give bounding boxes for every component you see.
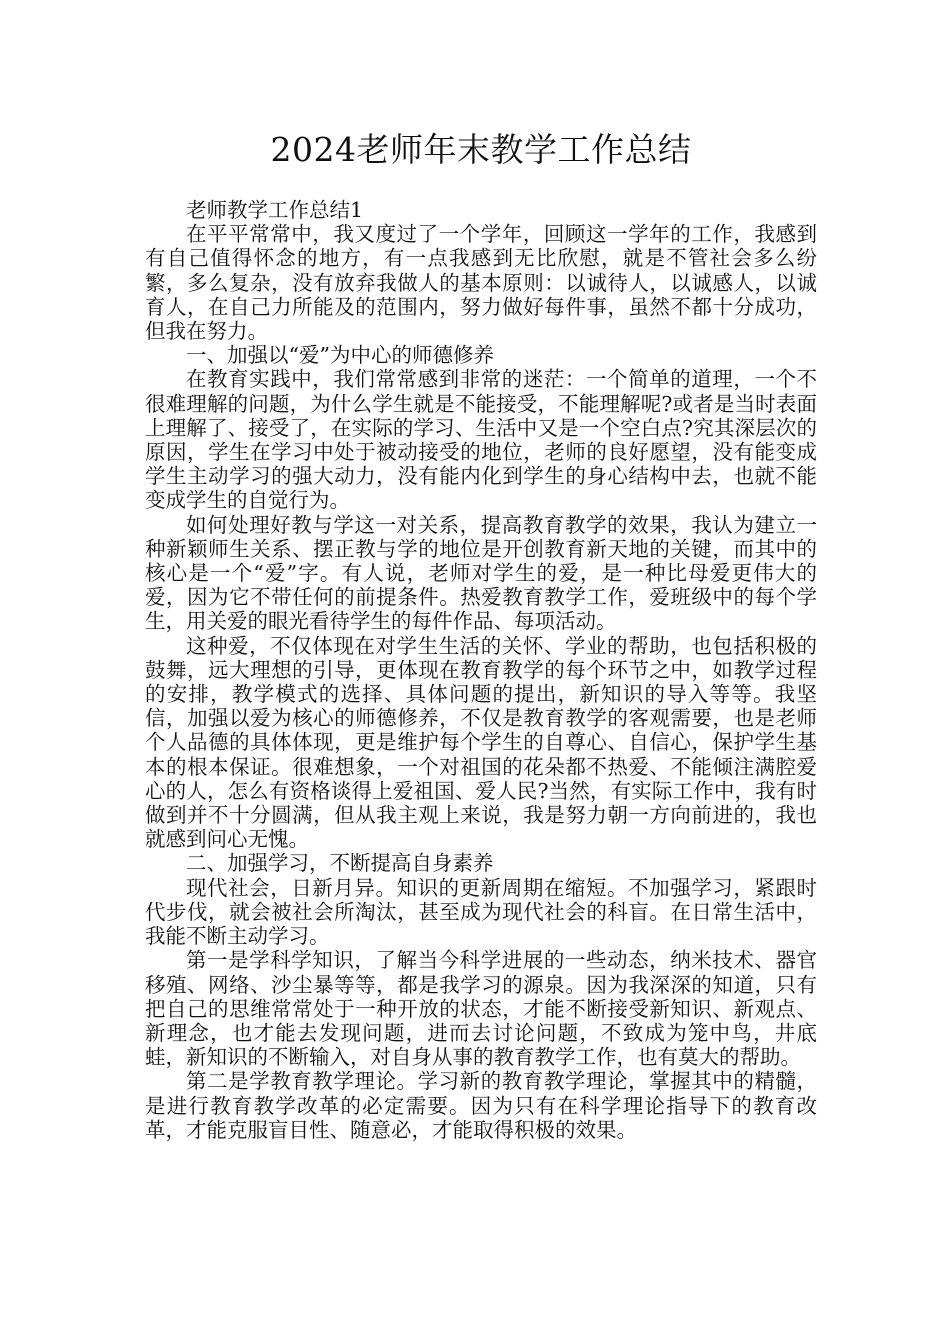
document-page xyxy=(145,128,817,1142)
section-heading: 一、加强以“爱”为中心的师德修养 xyxy=(186,343,494,368)
document-body xyxy=(145,198,817,1142)
section-subtitle: 老师教学工作总结1 xyxy=(186,198,364,222)
document-title: 2024老师年末教学工作总结 xyxy=(270,130,692,169)
body-paragraph: 在教育实践中，我们常常感到非常的迷茫：一个简单的道理，一个不很难理解的问题，为什么学生就是不能接受，不能理解呢?或者是当时表面上理解了、接受了，在实际的学习、生活中又是一个空白点?究其深层次的原因，学生在学习中处于被动接受的地位，老师的良好愿望，没有能变成学生主动学习的强大动力，没有能内化到学生的身心结构中去，也就不能变成学生的自觉行为。 xyxy=(145,367,817,513)
body-paragraph: 在平平常常中，我又度过了一个学年，回顾这一学年的工作，我感到有自己值得怀念的地方，有一点我感到无比欣慰，就是不管社会多么纷繁，多么复杂，没有放弃我做人的基本原则：以诚待人，以诚感人，以诚育人，在自己力所能及的范围内，努力做好每件事，虽然不都十分成功，但我在努力。 xyxy=(145,222,817,344)
body-paragraph: 第二是学教育教学理论。学习新的教育教学理论，掌握其中的精髓，是进行教育教学改革的必定需要。因为只有在科学理论指导下的教育改革，才能克服盲目性、随意必，才能取得积极的效果。 xyxy=(145,1069,817,1142)
body-paragraph: 现代社会，日新月异。知识的更新周期在缩短。不加强学习，紧跟时代步伐，就会被社会所淘汰，甚至成为现代社会的科盲。在日常生活中，我能不断主动学习。 xyxy=(145,875,817,949)
body-paragraph: 这种爱，不仅体现在对学生生活的关怀、学业的帮助，也包括积极的鼓舞，远大理想的引导，更体现在教育教学的每个环节之中，如教学过程的安排，教学模式的选择、具体问题的提出，新知识的导入等等。我坚信，加强以爱为核心的师德修养，不仅是教育教学的客观需要，也是老师个人品德的具体体现，更是维护每个学生的自尊心、自信心，保护学生基本的根本保证。很难想象，一个对祖国的花朵都不热爱、不能倾注满腔爱心的人，怎么有资格谈得上爱祖国、爱人民?当然，有实际工作中，我有时做到并不十分圆满，但从我主观上来说，我是努力朝一方向前进的，我也就感到问心无愧。 xyxy=(145,633,817,852)
body-paragraph: 如何处理好教与学这一对关系，提高教育教学的效果，我认为建立一种新颖师生关系、摆正教与学的地位是开创教育新天地的关键，而其中的核心是一个“爱”字。有人说，老师对学生的爱，是一种比母爱更伟大的爱，因为它不带任何的前提条件。热爱教育教学工作，爱班级中的每个学生，用关爱的眼光看待学生的每件作品、每项活动。 xyxy=(145,512,817,634)
body-paragraph: 第一是学科学知识，了解当今科学进展的一些动态，纳米技术、器官移殖、网络、沙尘暴等等，都是我学习的源泉。因为我深深的知道，只有把自己的思维常常处于一种开放的状态，才能不断接受新知识、新观点、新理念，也才能去发现问题，进而去讨论问题，不致成为笼中鸟，井底蛙，新知识的不断输入，对自身从事的教育教学工作，也有莫大的帮助。 xyxy=(145,948,817,1070)
section-heading: 二、加强学习，不断提高自身素养 xyxy=(186,851,494,876)
